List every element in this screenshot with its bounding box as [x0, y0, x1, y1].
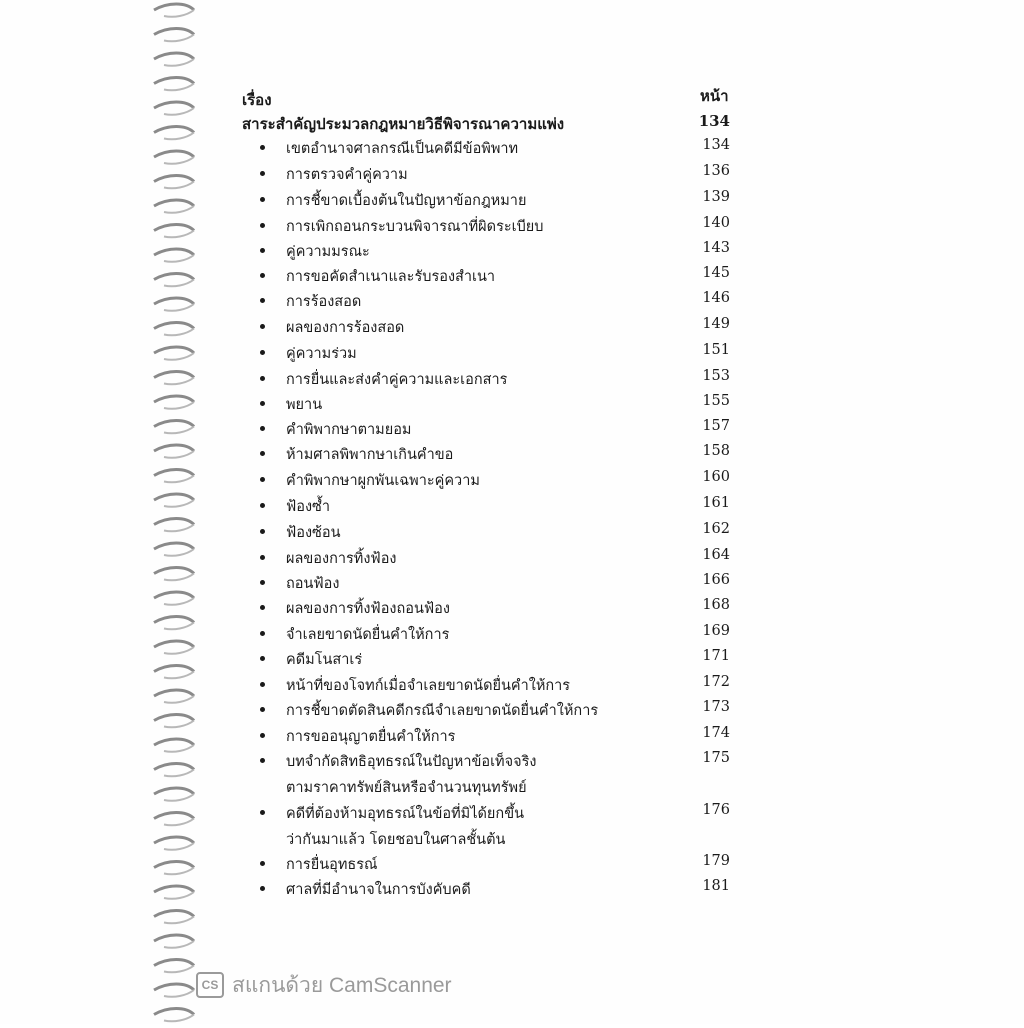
toc-entry [0, 467, 1024, 493]
toc-entry-page: 153 [702, 368, 730, 384]
toc-entry-title: คดีที่ต้องห้ามอุทธรณ์ในข้อที่มิได้ยกขึ้น [286, 806, 525, 822]
toc-entry [0, 545, 1024, 571]
toc-entry-title: จำเลยขาดนัดยื่นคำให้การ [286, 627, 450, 643]
toc-entry [0, 288, 1024, 314]
toc-entry [0, 135, 1024, 161]
section-title: สาระสำคัญประมวลกฎหมายวิธีพิจารณาความแพ่ง [242, 115, 565, 133]
toc-entry [0, 238, 1024, 264]
toc-entry-title-continued: ตามราคาทรัพย์สินหรือจำนวนทุนทรัพย์ [286, 780, 527, 796]
bullet-icon [260, 631, 265, 636]
toc-entry-page: 173 [702, 699, 730, 715]
bullet-icon [260, 451, 265, 456]
toc-entry [0, 519, 1024, 545]
bullet-icon [260, 401, 265, 406]
toc-entry-page: 158 [702, 443, 730, 459]
camscanner-watermark [196, 970, 452, 1000]
bullet-icon [260, 426, 265, 431]
toc-entry [0, 366, 1024, 392]
toc-entry [0, 441, 1024, 467]
toc-entry [0, 723, 1024, 749]
bullet-icon [260, 733, 265, 738]
toc-entry-page: 151 [702, 342, 730, 358]
toc-entry-page: 169 [702, 623, 730, 639]
toc-entry-title: การยื่นและส่งคำคู่ความและเอกสาร [286, 372, 508, 388]
toc-entry-title: การยื่นอุทธรณ์ [286, 857, 378, 873]
toc-entry [0, 570, 1024, 596]
bullet-icon [260, 758, 265, 763]
bullet-icon [260, 376, 265, 381]
toc-entry-title: การชี้ขาดเบื้องต้นในปัญหาข้อกฎหมาย [286, 193, 527, 209]
toc-entry-page: 155 [702, 393, 730, 409]
toc-entry-page: 176 [702, 802, 730, 818]
toc-entry-title: การเพิกถอนกระบวนพิจารณาที่ผิดระเบียบ [286, 219, 544, 235]
toc-entry [0, 314, 1024, 340]
toc-entry-title: เขตอำนาจศาลกรณีเป็นคดีมีข้อพิพาท [286, 141, 519, 157]
toc-entry-title: หน้าที่ของโจทก์เมื่อจำเลยขาดนัดยื่นคำให้การ [286, 678, 571, 694]
toc-entry-page: 139 [702, 189, 730, 205]
bullet-icon [260, 273, 265, 278]
bullet-icon [260, 682, 265, 687]
toc-entry-title: บทจำกัดสิทธิอุทธรณ์ในปัญหาข้อเท็จจริง [286, 754, 537, 770]
toc-entry [0, 748, 1024, 796]
bullet-icon [260, 171, 265, 176]
bullet-icon [260, 656, 265, 661]
toc-entry-title: ฟ้องซ้อน [286, 525, 341, 541]
toc-entry-page: 179 [702, 853, 730, 869]
bullet-icon [260, 197, 265, 202]
toc-entry-title: คู่ความร่วม [286, 346, 357, 362]
toc-entry-title: คำพิพากษาตามยอม [286, 422, 412, 438]
toc-entry-title: คดีมโนสาเร่ [286, 652, 363, 668]
bullet-icon [260, 605, 265, 610]
toc-header-page: หน้า [700, 87, 729, 105]
bullet-icon [260, 707, 265, 712]
toc-entry-page: 149 [702, 316, 730, 332]
toc-header-title: เรื่อง [242, 91, 272, 109]
bullet-icon [260, 223, 265, 228]
toc-entry-title: ผลของการทิ้งฟ้อง [286, 551, 397, 567]
bullet-icon [260, 503, 265, 508]
toc-entry-page: 143 [702, 240, 730, 256]
toc-entry-title: คู่ความมรณะ [286, 244, 370, 260]
toc-entry [0, 493, 1024, 519]
toc-entry [0, 800, 1024, 848]
toc-entry [0, 213, 1024, 239]
bullet-icon [260, 350, 265, 355]
toc-entry [0, 646, 1024, 672]
toc-entry [0, 187, 1024, 213]
toc-entry-page: 146 [702, 290, 730, 306]
toc-entry-page: 164 [702, 547, 730, 563]
bullet-icon [260, 477, 265, 482]
toc-entry-page: 157 [702, 418, 730, 434]
toc-entry [0, 416, 1024, 442]
bullet-icon [260, 580, 265, 585]
toc-entry-title: ฟ้องซ้ำ [286, 499, 331, 515]
toc-entry-title-continued: ว่ากันมาแล้ว โดยชอบในศาลชั้นต้น [286, 832, 506, 848]
toc-entry-title: การร้องสอด [286, 294, 362, 310]
toc-entry-page: 136 [702, 163, 730, 179]
toc-entry [0, 161, 1024, 187]
toc-entry-title: การขอคัดสำเนาและรับรองสำเนา [286, 269, 496, 285]
toc-entry-page: 174 [702, 725, 730, 741]
toc-entry [0, 672, 1024, 698]
toc-entry-title: ผลของการทิ้งฟ้องถอนฟ้อง [286, 601, 450, 617]
toc-entry-page: 134 [702, 137, 730, 153]
bullet-icon [260, 529, 265, 534]
toc-entry-page: 172 [702, 674, 730, 690]
toc-entry-title: ห้ามศาลพิพากษาเกินคำขอ [286, 447, 454, 463]
toc-entry-page: 166 [702, 572, 730, 588]
section-page-number: 134 [698, 112, 730, 130]
toc-entry-page: 181 [702, 878, 730, 894]
bullet-icon [260, 298, 265, 303]
toc-entry-title: พยาน [286, 397, 323, 413]
toc-entry [0, 621, 1024, 647]
toc-entry-title: การตรวจคำคู่ความ [286, 167, 408, 183]
bullet-icon [260, 248, 265, 253]
toc-entry [0, 391, 1024, 417]
toc-entry-title: การชี้ขาดตัดสินคดีกรณีจำเลยขาดนัดยื่นคำให้การ [286, 703, 599, 719]
toc-entry-page: 145 [702, 265, 730, 281]
bullet-icon [260, 324, 265, 329]
toc-entry-page: 171 [702, 648, 730, 664]
toc-entry-page: 175 [702, 750, 730, 766]
toc-entry [0, 340, 1024, 366]
toc-entry [0, 876, 1024, 902]
camscanner-logo-icon: CS [196, 972, 224, 998]
toc-entry-page: 168 [702, 597, 730, 613]
toc-entry-title: ถอนฟ้อง [286, 576, 340, 592]
bullet-icon [260, 861, 265, 866]
toc-entry [0, 595, 1024, 621]
toc-entry-page: 161 [702, 495, 730, 511]
bullet-icon [260, 555, 265, 560]
toc-entry-title: ศาลที่มีอำนาจในการบังคับคดี [286, 882, 471, 898]
toc-entry-page: 160 [702, 469, 730, 485]
toc-entry-title: การขออนุญาตยื่นคำให้การ [286, 729, 456, 745]
bullet-icon [260, 145, 265, 150]
bullet-icon [260, 886, 265, 891]
toc-entry-title: ผลของการร้องสอด [286, 320, 405, 336]
bullet-icon [260, 810, 265, 815]
toc-entry [0, 263, 1024, 289]
watermark-text: สแกนด้วย CamScanner [232, 973, 452, 997]
toc-entry [0, 697, 1024, 723]
toc-entry-page: 140 [702, 215, 730, 231]
toc-entry [0, 851, 1024, 877]
toc-entry-title: คำพิพากษาผูกพันเฉพาะคู่ความ [286, 473, 480, 489]
toc-entry-page: 162 [702, 521, 730, 537]
